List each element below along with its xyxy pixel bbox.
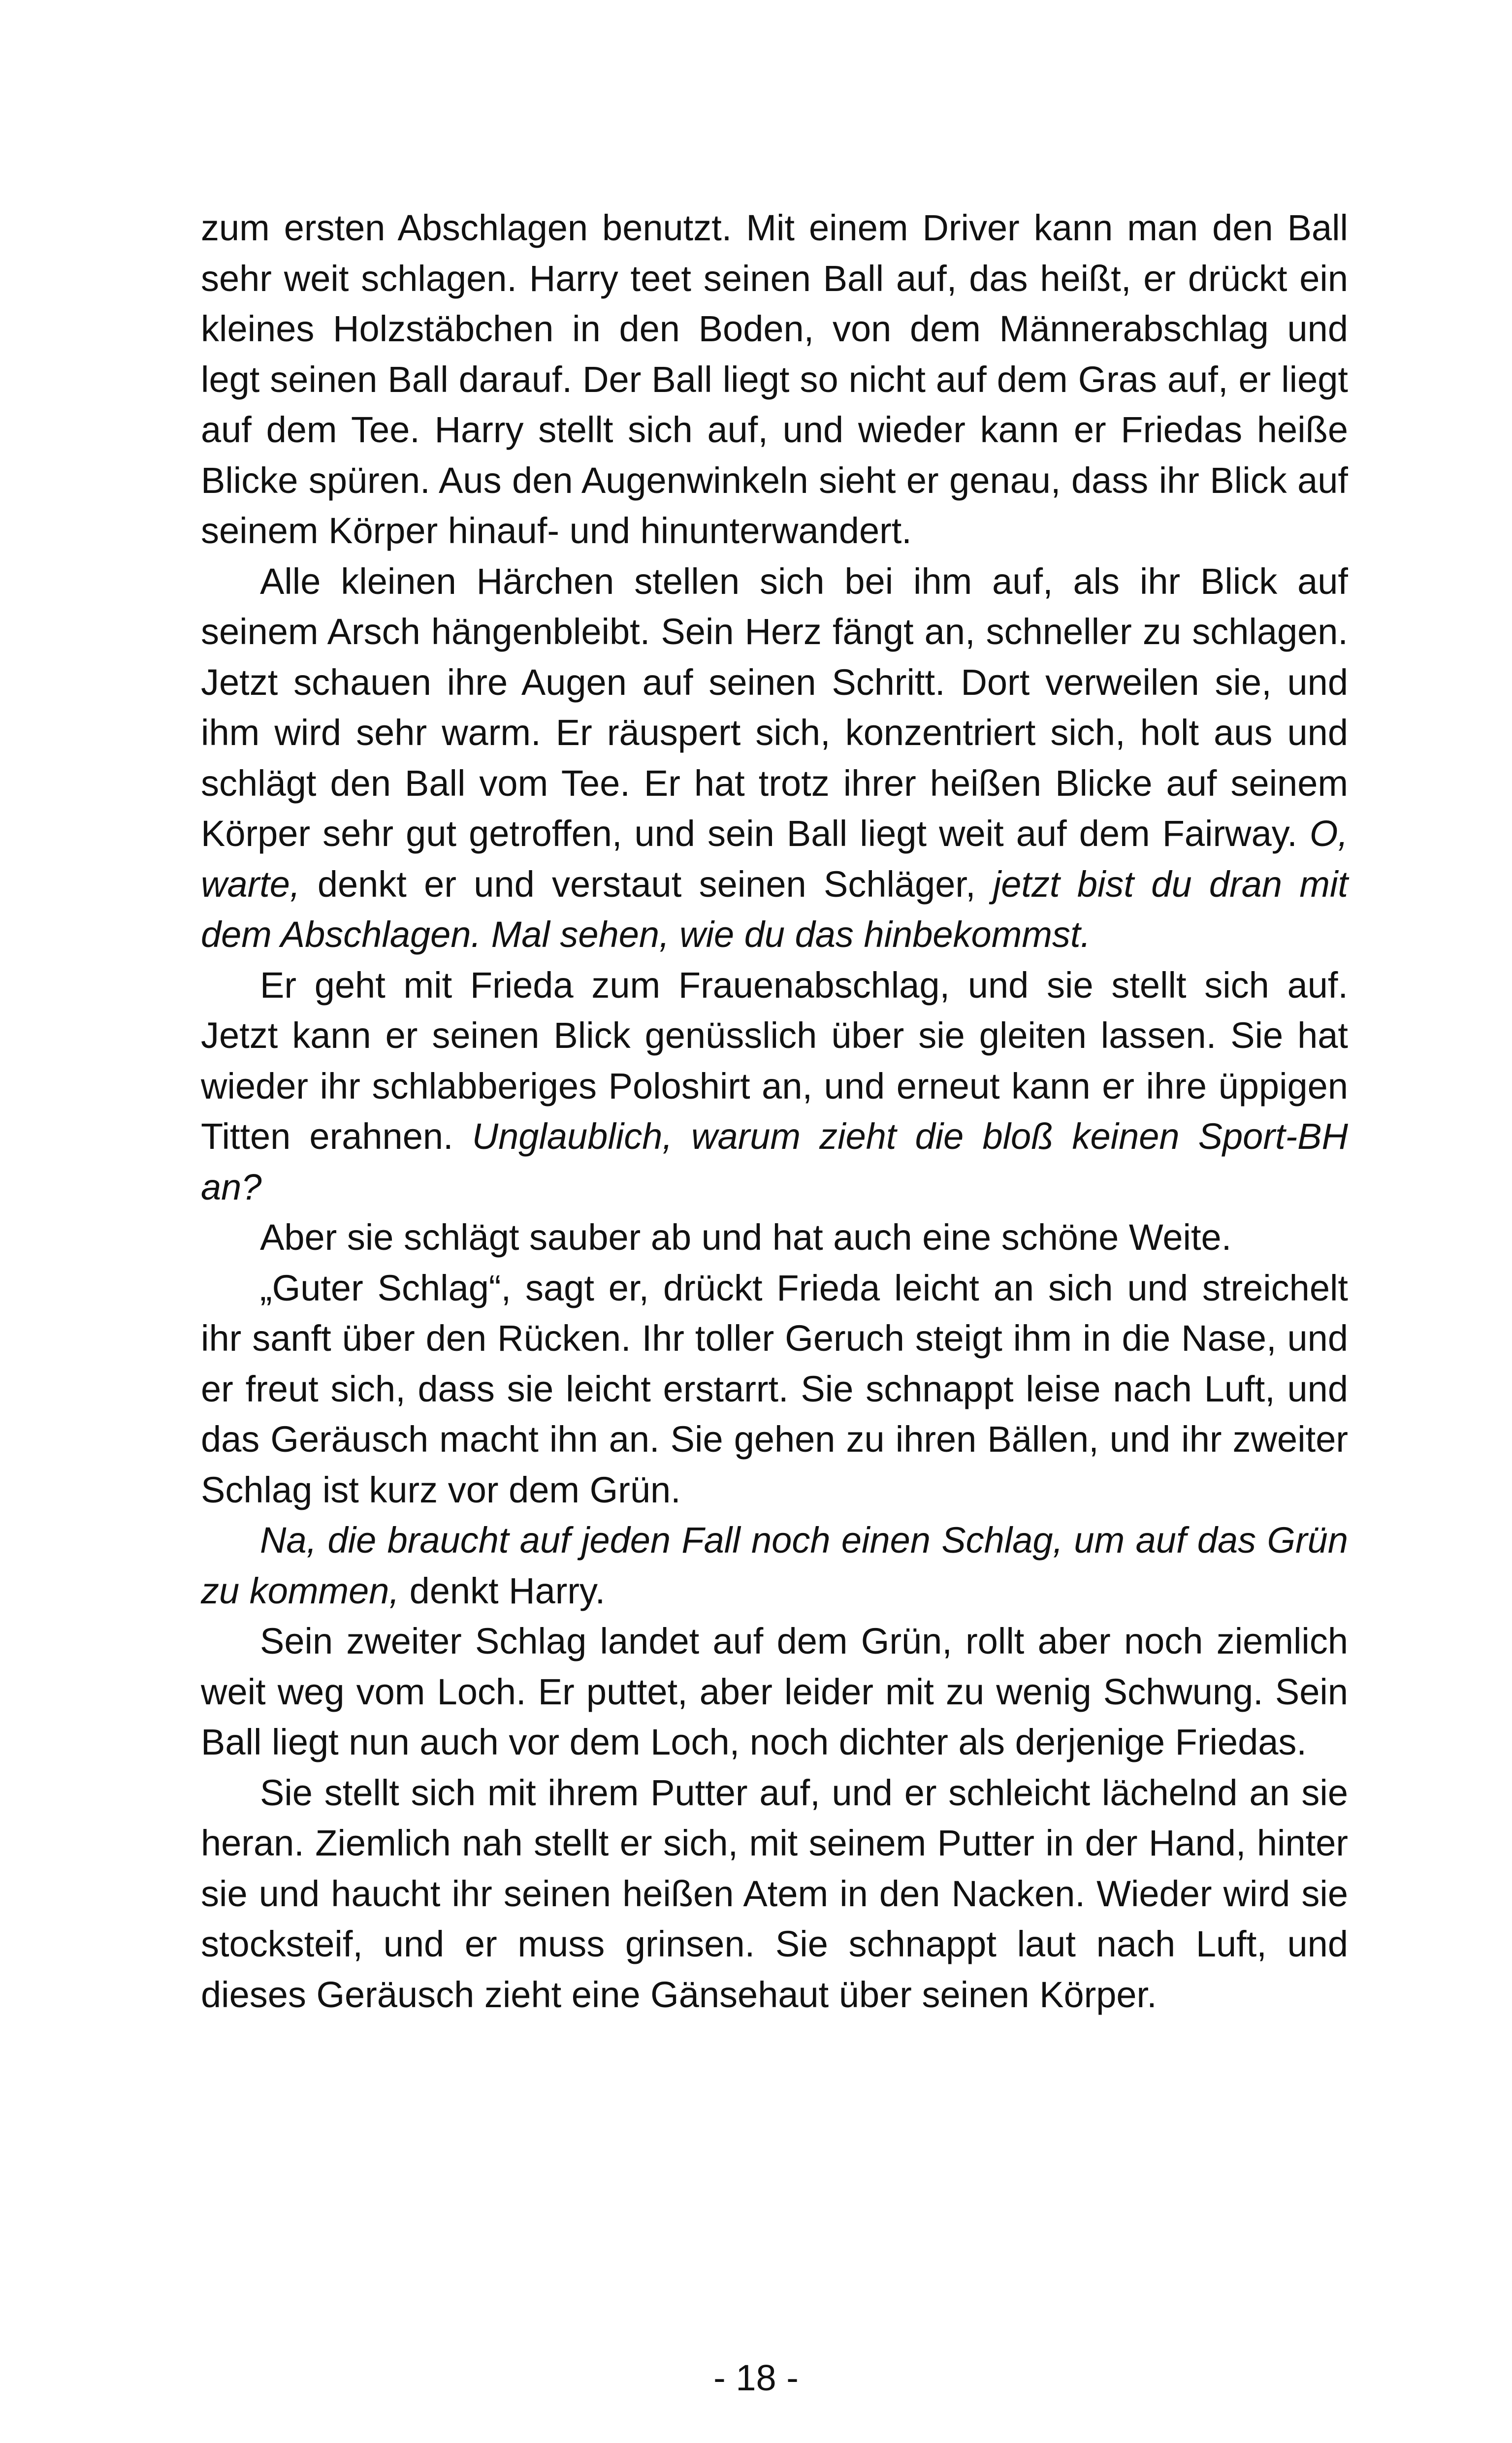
paragraph xyxy=(201,960,1348,1213)
text-run: denkt Harry. xyxy=(399,1570,606,1611)
italic-text-run: Unglaublich, warum zieht die bloß keinen Sport-BH an? xyxy=(201,1116,1348,1207)
italic-text-run: O, warte, xyxy=(201,813,1348,905)
paragraph xyxy=(201,1768,1348,2020)
text-run: Er geht mit Frieda zum Frauenabschlag, und sie stellt sich auf. Jetzt kann er seinen Blick genüsslich über sie gleiten lassen. Sie hat wieder ihr schlabberiges Poloshirt an, und erneut kann er ihre üppigen Titten erahnen. xyxy=(201,964,1348,1157)
text-run: Sein zweiter Schlag landet auf dem Grün, rollt aber noch ziemlich weit weg vom Loch. Er puttet, aber leider mit zu wenig Schwung. Sein Ball liegt nun auch vor dem Loch, noch dichter als derjenige Friedas. xyxy=(201,1621,1348,1762)
text-run: „Guter Schlag“, sagt er, drückt Frieda leicht an sich und streichelt ihr sanft über den Rücken. Ihr toller Geruch steigt ihm in die Nase, und er freut sich, dass sie leicht erstarrt. Sie schnappt leise nach Luft, und das Geräusch macht ihn an. Sie gehen zu ihren Bällen, und ihr zweiter Schlag ist kurz vor dem Grün. xyxy=(201,1267,1348,1510)
italic-text-run: Na, die braucht auf jeden Fall noch einen Schlag, um auf das Grün zu kommen, xyxy=(201,1520,1348,1611)
text-run: Sie stellt sich mit ihrem Putter auf, und er schleicht lächelnd an sie heran. Ziemlich nah stellt er sich, mit seinem Putter in der Hand, hinter sie und haucht ihr seinen heißen Atem in den Nacken. Wieder wird sie stocksteif, und er muss grinsen. Sie schnappt laut nach Luft, und dieses Geräusch zieht eine Gänsehaut über seinen Körper. xyxy=(201,1772,1348,2015)
italic-text-run: jetzt bist du dran mit dem Abschlagen. Mal sehen, wie du das hinbekommst. xyxy=(201,863,1348,955)
text-run: Aber sie schlägt sauber ab und hat auch eine schöne Weite. xyxy=(260,1217,1232,1258)
paragraph xyxy=(201,203,1348,556)
paragraph xyxy=(201,1515,1348,1616)
page-number: - 18 - xyxy=(713,2357,799,2398)
paragraph xyxy=(201,1263,1348,1516)
text-run: denkt er und verstaut seinen Schläger, xyxy=(300,863,993,905)
paragraph xyxy=(201,1616,1348,1768)
text-run: zum ersten Abschlagen benutzt. Mit einem Driver kann man den Ball sehr weit schlagen. Harry teet seinen Ball auf, das heißt, er drückt ein kleines Holzstäbchen in den Boden, von dem Männerabschlag und legt seinen Ball darauf. Der Ball liegt so nicht auf dem Gras auf, er liegt auf dem Tee. Harry stellt sich auf, und wieder kann er Friedas heiße Blicke spüren. Aus den Augenwinkeln sieht er genau, dass ihr Blick auf seinem Körper hinauf- und hinunterwandert. xyxy=(201,207,1348,551)
paragraph xyxy=(201,1212,1348,1263)
text-run: Alle kleinen Härchen stellen sich bei ihm auf, als ihr Blick auf seinem Arsch hängenbleibt. Sein Herz fängt an, schneller zu schlagen. Jetzt schauen ihre Augen auf seinen Schritt. Dort verweilen sie, und ihm wird sehr warm. Er räuspert sich, konzentriert sich, holt aus und schlägt den Ball vom Tee. Er hat trotz ihrer heißen Blicke auf seinem Körper sehr gut getroffen, und sein Ball liegt weit auf dem Fairway. xyxy=(201,560,1348,854)
page-body xyxy=(201,203,1348,2020)
paragraph xyxy=(201,556,1348,960)
